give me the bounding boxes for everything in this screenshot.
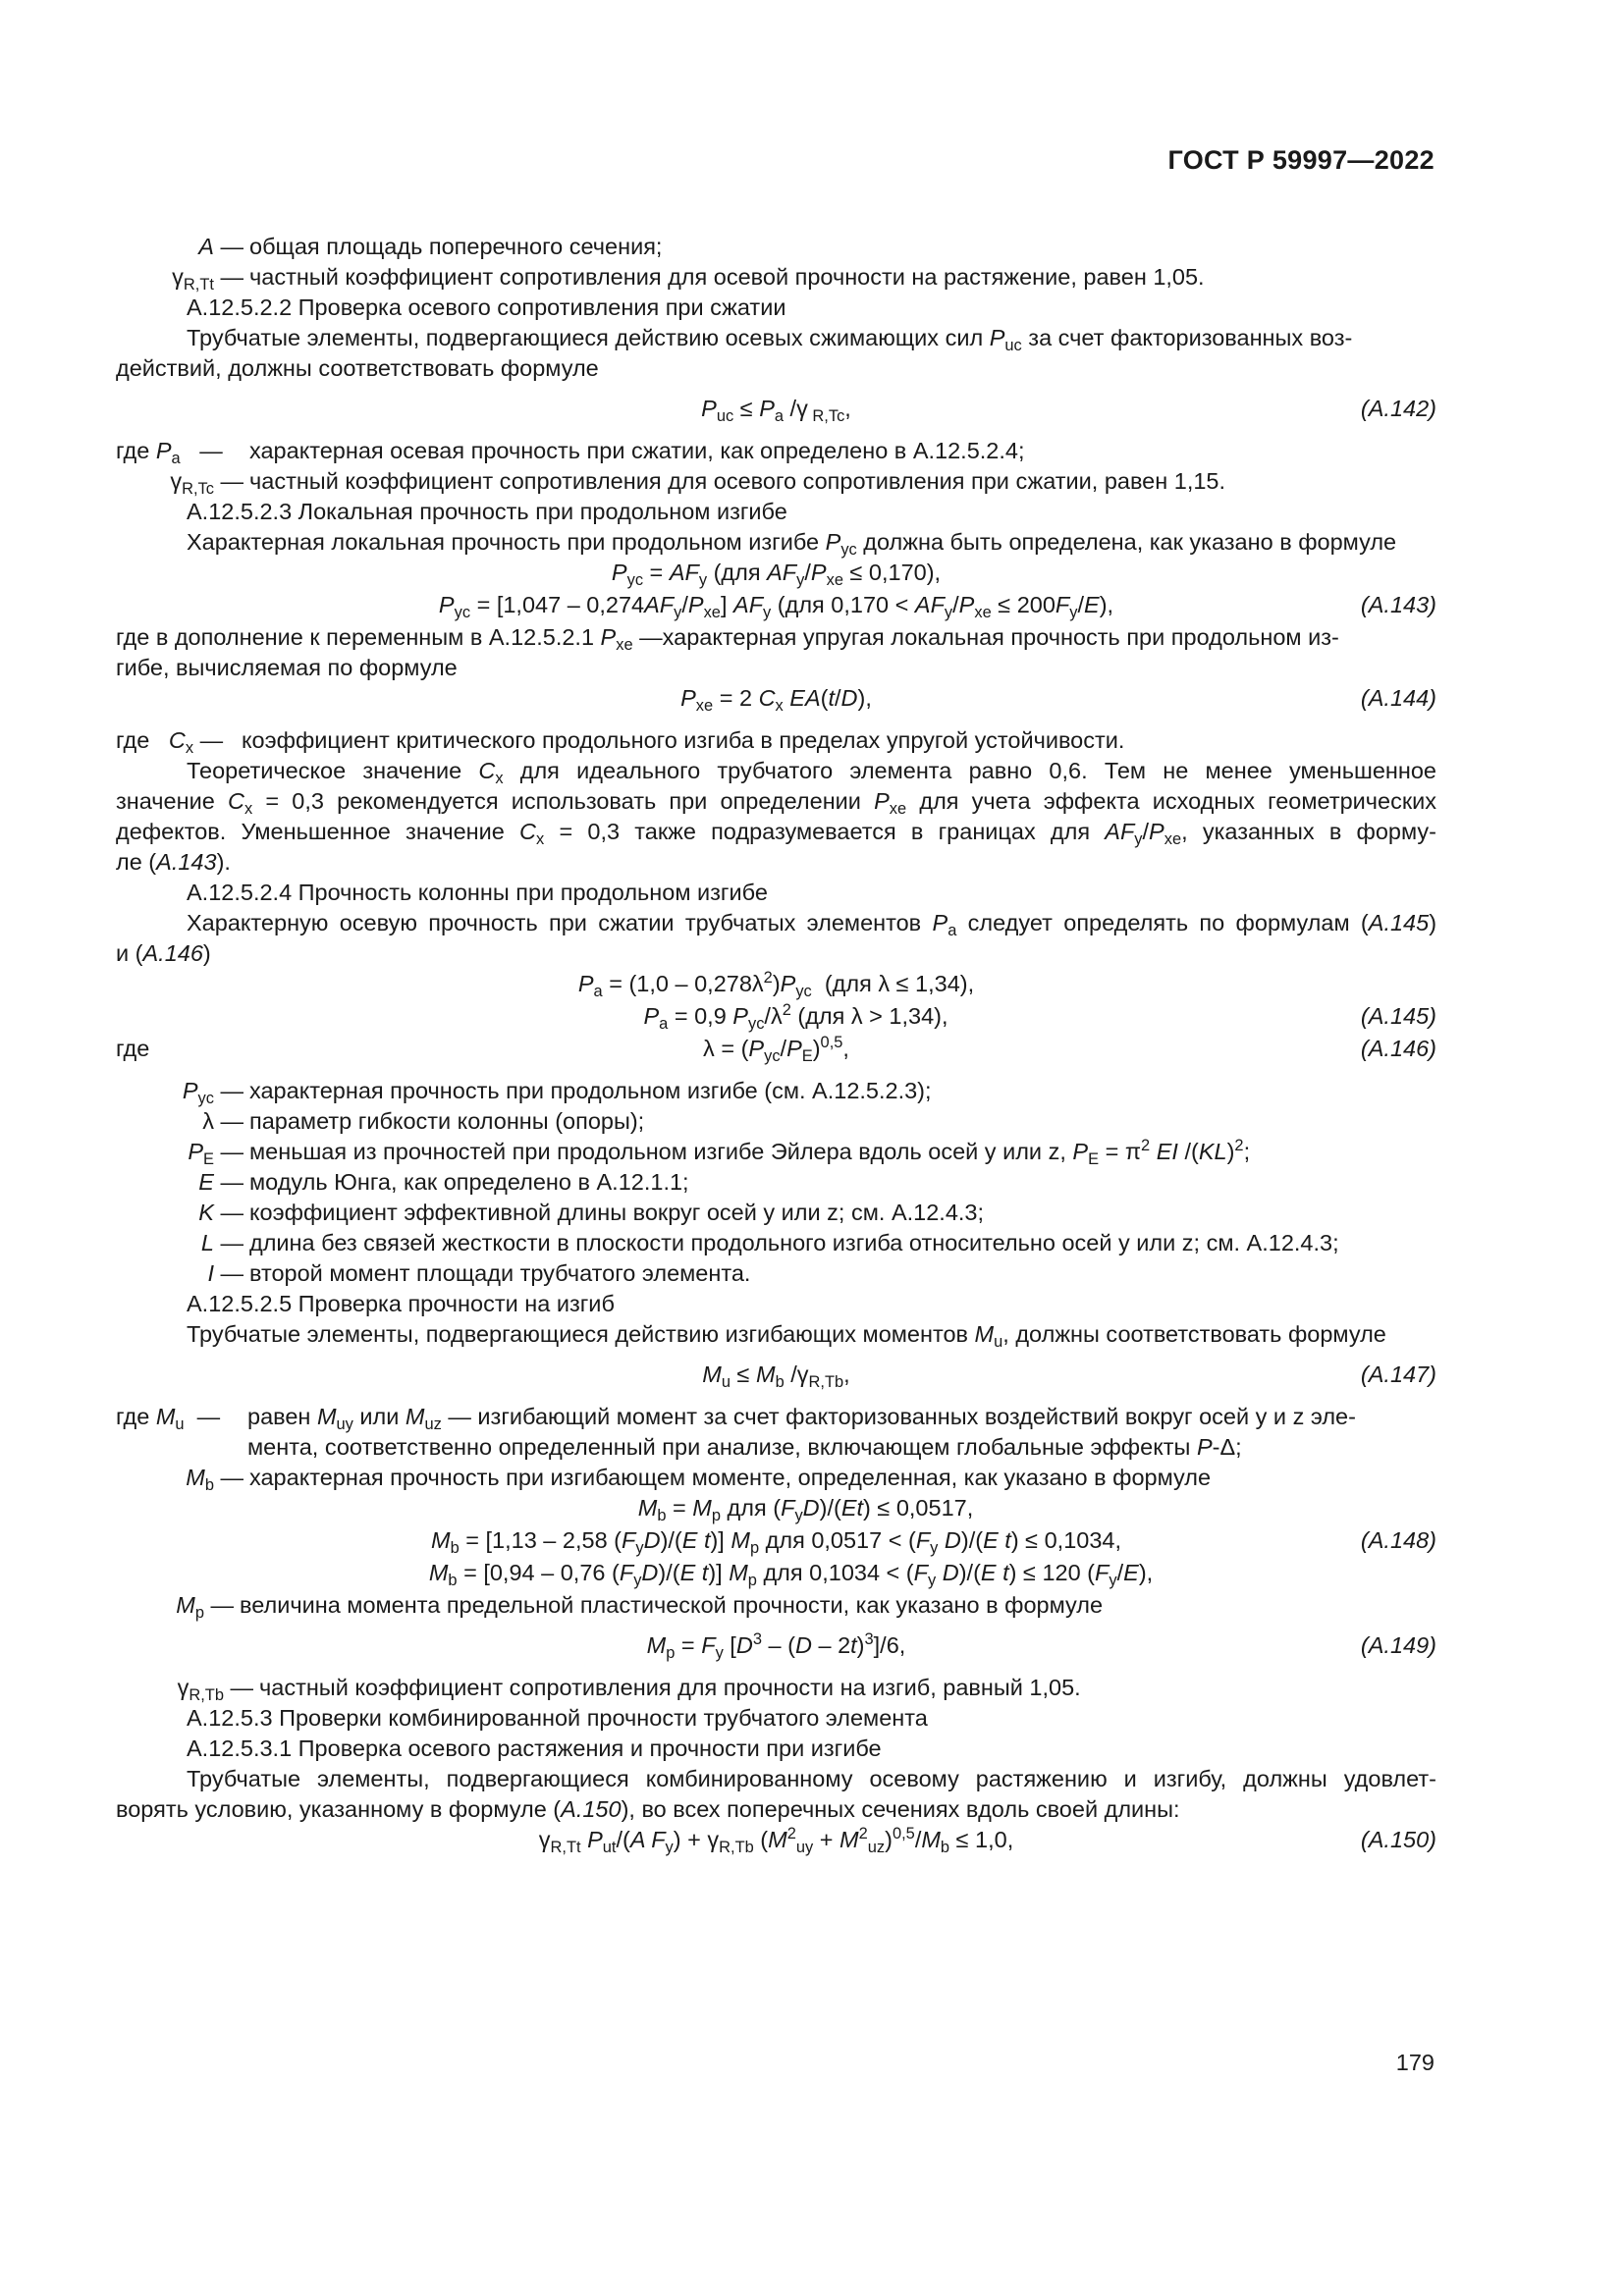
equation-a145-line1: $P_a = (1,0 - 0,278\lambda^2)P_{yc}$ (для λ ≤ 1,34), [577,969,975,1000]
paragraph-continuation: гибе, вычисляемая по формуле [116,655,458,680]
definition-cx: где $C_x$ — коэффициент критического продольного изгиба в пределах упругой устойчивости. [116,727,1125,757]
equation-a143-line2: $P_{yc} = [1,047 - 0,274AF_y/P_{xe}]$ $AF_y$ (для $0,170 < AF_y/P_{xe} \le 200F_y/E$), (A.143) [438,592,1436,621]
definition-mb: $M_b$ — характерная прочность при изгибающем моменте, определенная, как указано в формуле [186,1465,1212,1494]
equation-a146: где $\lambda = (P_{yc}/P_E)^{0,5}$, (A.146) [116,1034,1436,1065]
paragraph: Трубчатые элементы, подвергающиеся действию осевых сжимающих сил $P_{uc}$ за счет факторизованных воз- [187,325,1353,354]
definition-pe: $P_E$ — меньшая из прочностей при продольном изгибе Эйлера вдоль осей y или z, $P_E = \pi^2$ EI /(KL)$^2$; [188,1137,1251,1168]
paragraph-continuation: дефектов. Уменьшенное значение $C_x = 0,3$ также подразумевается в границах для $AF_y/P_{xe}$, указанных в форму- [116,819,1436,848]
equation-a148-line2: $M_b = [1,13 - 2,58$ $(F_yD)/(E$ t)] $M_p$ для $0,0517 < (F_y$ D)/(E t) ≤ 0,1034, (A.148) [430,1527,1436,1557]
definition-gamma-rtt: $\gamma_{R,Tt}$ — частный коэффициент сопротивления для осевой прочности на растяжение, равен 1,05. [172,264,1205,294]
paragraph-continuation: ле (A.143). [116,849,231,875]
page-number: 179 [1395,2050,1435,2075]
paragraph: Теоретическое значение $C_x$ для идеального трубчатого элемента равно 0,6. Тем не менее уменьшенное [187,758,1436,787]
paragraph: Трубчатые элементы, подвергающиеся действию изгибающих моментов $M_u$, должны соответствовать формуле [187,1321,1386,1351]
equation-a145-line2: $P_a = 0,9$ $P_{yc}/\lambda^2$ (для λ > 1,34), (A.145) [643,1001,1436,1033]
section-heading: А.12.5.2.3 Локальная прочность при продольном изгибе [187,499,787,524]
definition-e: E — модуль Юнга, как определено в А.12.1.1; [198,1169,689,1195]
page-content [116,232,1436,1857]
definition-area: A — общая площадь поперечного сечения; [198,234,663,259]
paragraph: Трубчатые элементы, подвергающиеся комбинированному осевому растяжению и изгибу, должны удовлет- [187,1766,1436,1791]
section-heading: А.12.5.2.5 Проверка прочности на изгиб [187,1291,615,1316]
definition-gamma-rtb: $\gamma_{R,Tb}$ — частный коэффициент сопротивления для прочности на изгиб, равный 1,05. [177,1675,1081,1704]
definition-mu-continuation: мента, соответственно определенный при анализе, включающем глобальные эффекты P-Δ; [247,1434,1242,1460]
equation-a149: $M_p = F_y$ $[D^3 - (D - 2t)^3]/6$, (A.149) [646,1630,1436,1662]
paragraph: Характерная локальная прочность при продольном изгибе $P_{yc}$ должна быть определена, как указано в формуле [187,529,1397,559]
definition-l: L — длина без связей жесткости в плоскости продольного изгиба относительно осей y или z; см. А.12.4.3; [200,1230,1339,1255]
section-heading: А.12.5.3 Проверки комбинированной прочности трубчатого элемента [187,1705,928,1731]
equation-a148-line3: $M_b = [0,94 - 0,76$ $(F_yD)/(E$ t)] $M_p$ для $0,1034 < (F_y$ D)/(E t) ≤ 120 $(F_y/E)$, [428,1560,1154,1589]
paragraph-continuation: значение $C_x = 0,3$ рекомендуется использовать при определении $P_{xe}$ для учета эффекта исходных геометрических [116,788,1436,818]
definition-pyc: $P_{yc}$ — характерная прочность при продольном изгибе (см. А.12.5.2.3); [182,1078,932,1107]
equation-a147: $M_u \le M_b$ $/\gamma_{R,Tb}$, (A.147) [702,1362,1436,1391]
section-heading: А.12.5.3.1 Проверка осевого растяжения и прочности при изгибе [187,1735,882,1761]
definition-lambda: λ — параметр гибкости колонны (опоры); [202,1108,645,1134]
equation-a150: $\gamma_{R,Tt}$ $P_{ut}/(A$ $F_y) + \gamma_{R,Tb}$ $(M^2_{uy} + M^2_{uz})^{0,5}/M_b \le 1,0$, (A.150) [538,1825,1436,1856]
paragraph: где в дополнение к переменным в А.12.5.2.1 $P_{xe}$ —характерная упругая локальная прочность при продольном из- [116,624,1339,654]
standard-header: ГОСТ Р 59997—2022 [1167,145,1435,175]
equation-a148-line1: $M_b = M_p$ для $(F_yD)/(Et) \le 0,0517$, [637,1495,974,1524]
section-heading: А.12.5.2.2 Проверка осевого сопротивления при сжатии [187,294,786,320]
equation-a144: $P_{xe} = 2$ $C_x$ EA(t/D), (A.144) [680,685,1436,715]
paragraph-continuation: действий, должны соответствовать формуле [116,355,599,381]
definition-k: K — коэффициент эффективной длины вокруг осей y или z; см. А.12.4.3; [198,1200,985,1225]
equation-a143-line1: $P_{yc} = AF_y$ (для $AF_y/P_{xe} \le 0,170$), [611,560,942,589]
paragraph-continuation: ворять условию, указанному в формуле (A.150), во всех поперечных сечениях вдоль своей длины: [116,1796,1180,1822]
equation-a142: $P_{uc} \le P_a$ /γ $_{R,Tc}$, (A.142) [701,396,1436,425]
section-heading: А.12.5.2.4 Прочность колонны при продольном изгибе [187,880,768,905]
definition-pa: где $P_a$ — характерная осевая прочность при сжатии, как определено в А.12.5.2.4; [116,438,1025,467]
paragraph: Характерную осевую прочность при сжатии трубчатых элементов $P_a$ следует определять по формулам (A.145) [187,910,1437,939]
paragraph-continuation: и (A.146) [116,940,211,966]
definition-mu: где $M_u$ — равен $M_{uy}$ или $M_{uz}$ — изгибающий момент за счет факторизованных воздействий вокруг осей y и z эле- [116,1404,1356,1433]
definition-i: I — второй момент площади трубчатого элемента. [207,1260,751,1286]
definition-mp: $M_p$ — величина момента предельной пластической прочности, как указано в формуле [176,1592,1104,1622]
definition-gamma-rtc: $\gamma_{R,Tc}$ — частный коэффициент сопротивления для осевого сопротивления при сжатии, равен 1,15. [170,468,1226,498]
